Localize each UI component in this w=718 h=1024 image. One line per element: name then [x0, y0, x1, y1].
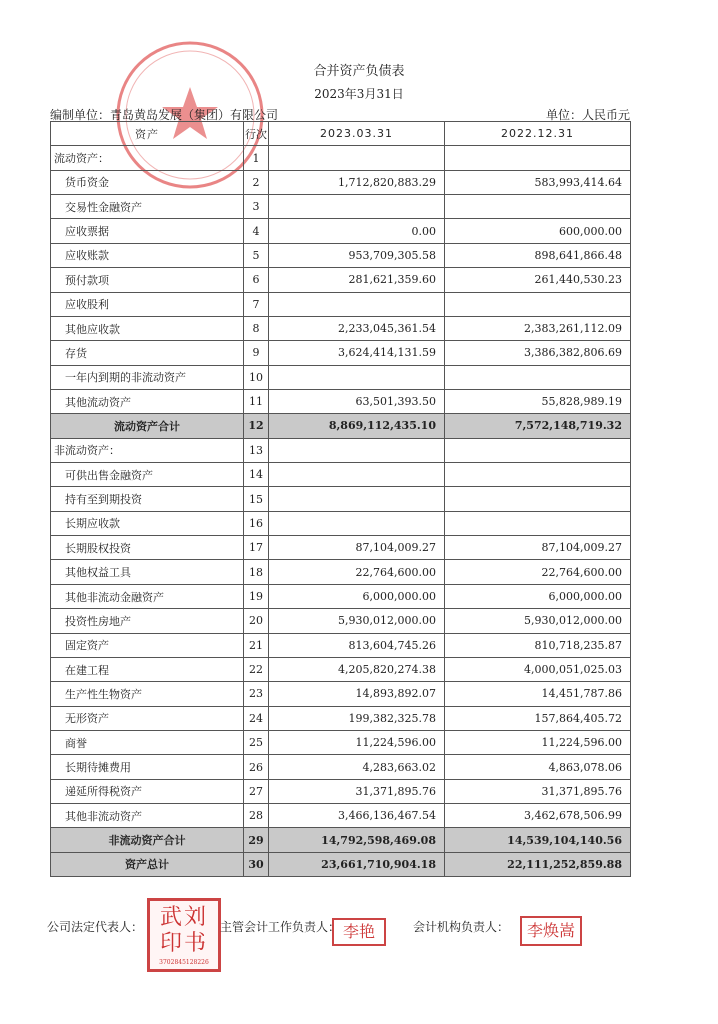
col-header-line: 行次 — [244, 122, 269, 146]
row-value-2022: 7,572,148,719.32 — [445, 414, 631, 438]
row-value-2022: 3,462,678,506.99 — [445, 804, 631, 828]
report-date: 2023年3月31日 — [314, 87, 404, 101]
row-value-2022: 583,993,414.64 — [445, 170, 631, 194]
currency-unit: 单位：人民币元 — [545, 108, 630, 122]
row-value-2023: 63,501,393.50 — [269, 389, 445, 413]
col-header-item: 资产 — [51, 122, 244, 146]
row-label: 应收账款 — [51, 243, 244, 267]
row-line-number: 7 — [244, 292, 269, 316]
row-value-2023: 31,371,895.76 — [269, 779, 445, 803]
row-label: 固定资产 — [51, 633, 244, 657]
row-label: 预付款项 — [51, 268, 244, 292]
table-row — [51, 195, 631, 219]
table-header-row — [51, 122, 631, 146]
row-line-number: 8 — [244, 316, 269, 340]
row-label: 存货 — [51, 341, 244, 365]
row-value-2022: 810,718,235.87 — [445, 633, 631, 657]
table-row — [51, 536, 631, 560]
row-value-2022: 11,224,596.00 — [445, 730, 631, 754]
col-header-2023: 2023.03.31 — [269, 122, 445, 146]
row-value-2023: 4,205,820,274.38 — [269, 657, 445, 681]
row-value-2022: 4,863,078.06 — [445, 755, 631, 779]
row-value-2022 — [445, 292, 631, 316]
row-line-number: 22 — [244, 657, 269, 681]
table-row — [51, 219, 631, 243]
row-line-number: 29 — [244, 828, 269, 852]
row-label: 其他非流动金融资产 — [51, 584, 244, 608]
row-value-2023: 199,382,325.78 — [269, 706, 445, 730]
row-value-2022: 898,641,866.48 — [445, 243, 631, 267]
row-value-2023: 2,233,045,361.54 — [269, 316, 445, 340]
row-line-number: 20 — [244, 609, 269, 633]
row-value-2023: 281,621,359.60 — [269, 268, 445, 292]
row-line-number: 15 — [244, 487, 269, 511]
table-row — [51, 706, 631, 730]
row-label: 一年内到期的非流动资产 — [51, 365, 244, 389]
row-line-number: 21 — [244, 633, 269, 657]
table-row — [51, 633, 631, 657]
row-label: 其他权益工具 — [51, 560, 244, 584]
table-row — [51, 170, 631, 194]
row-label: 可供出售金融资产 — [51, 463, 244, 487]
row-label: 长期股权投资 — [51, 536, 244, 560]
table-row — [51, 268, 631, 292]
row-value-2023: 953,709,305.58 — [269, 243, 445, 267]
table-row — [51, 292, 631, 316]
table-row — [51, 609, 631, 633]
row-value-2022: 87,104,009.27 — [445, 536, 631, 560]
row-value-2022 — [445, 463, 631, 487]
row-value-2022: 5,930,012,000.00 — [445, 609, 631, 633]
row-value-2023: 6,000,000.00 — [269, 584, 445, 608]
row-value-2022: 22,764,600.00 — [445, 560, 631, 584]
row-line-number: 28 — [244, 804, 269, 828]
row-line-number: 27 — [244, 779, 269, 803]
row-value-2022: 3,386,382,806.69 — [445, 341, 631, 365]
table-row — [51, 657, 631, 681]
table-row — [51, 316, 631, 340]
table-row — [51, 682, 631, 706]
row-value-2023 — [269, 487, 445, 511]
section-row — [51, 438, 631, 462]
row-label: 生产性生物资产 — [51, 682, 244, 706]
row-line-number: 10 — [244, 365, 269, 389]
row-label: 应收股利 — [51, 292, 244, 316]
row-label: 货币资金 — [51, 170, 244, 194]
row-value-2022: 2,383,261,112.09 — [445, 316, 631, 340]
row-label: 其他应收款 — [51, 316, 244, 340]
row-label: 无形资产 — [51, 706, 244, 730]
row-value-2023: 0.00 — [269, 219, 445, 243]
row-line-number: 14 — [244, 463, 269, 487]
row-value-2023: 1,712,820,883.29 — [269, 170, 445, 194]
row-value-2023: 87,104,009.27 — [269, 536, 445, 560]
table-body — [51, 146, 631, 877]
row-line-number: 13 — [244, 438, 269, 462]
row-line-number: 5 — [244, 243, 269, 267]
table-row — [51, 341, 631, 365]
row-label: 流动资产： — [51, 146, 244, 170]
row-value-2023: 4,283,663.02 — [269, 755, 445, 779]
row-line-number: 16 — [244, 511, 269, 535]
row-value-2023 — [269, 292, 445, 316]
row-value-2022 — [445, 487, 631, 511]
total-row — [51, 828, 631, 852]
row-value-2022: 55,828,989.19 — [445, 389, 631, 413]
row-value-2022: 157,864,405.72 — [445, 706, 631, 730]
table-row — [51, 755, 631, 779]
row-value-2022 — [445, 195, 631, 219]
row-value-2022 — [445, 511, 631, 535]
row-label: 其他流动资产 — [51, 389, 244, 413]
table-row — [51, 511, 631, 535]
row-line-number: 18 — [244, 560, 269, 584]
row-line-number: 11 — [244, 389, 269, 413]
total-row — [51, 852, 631, 876]
row-line-number: 17 — [244, 536, 269, 560]
row-label: 在建工程 — [51, 657, 244, 681]
legal-rep-seal-number: 3702845128226 — [159, 959, 209, 966]
acct-dept-label: 会计机构负责人： — [413, 920, 510, 934]
row-line-number: 30 — [244, 852, 269, 876]
acct-head-stamp: 李艳 — [332, 918, 386, 946]
row-label: 应收票据 — [51, 219, 244, 243]
row-value-2022: 31,371,895.76 — [445, 779, 631, 803]
preparing-entity: 编制单位：青岛黄岛发展（集团）有限公司 — [50, 108, 279, 122]
row-label: 资产总计 — [51, 852, 244, 876]
row-line-number: 24 — [244, 706, 269, 730]
row-line-number: 2 — [244, 170, 269, 194]
table-row — [51, 365, 631, 389]
row-value-2023: 14,792,598,469.08 — [269, 828, 445, 852]
acct-head-label: 主管会计工作负责人： — [220, 920, 341, 934]
row-label: 交易性金融资产 — [51, 195, 244, 219]
row-label: 流动资产合计 — [51, 414, 244, 438]
row-label: 长期待摊费用 — [51, 755, 244, 779]
table-row — [51, 584, 631, 608]
row-value-2023: 3,466,136,467.54 — [269, 804, 445, 828]
row-value-2023 — [269, 146, 445, 170]
row-line-number: 12 — [244, 414, 269, 438]
row-label: 非流动资产合计 — [51, 828, 244, 852]
table-row — [51, 560, 631, 584]
row-value-2023 — [269, 511, 445, 535]
row-value-2023: 8,869,112,435.10 — [269, 414, 445, 438]
row-line-number: 3 — [244, 195, 269, 219]
table-row — [51, 804, 631, 828]
row-value-2023 — [269, 463, 445, 487]
row-value-2023 — [269, 195, 445, 219]
row-value-2022 — [445, 438, 631, 462]
report-title: 合并资产负债表 — [313, 64, 405, 79]
row-label: 长期应收款 — [51, 511, 244, 535]
row-label: 持有至到期投资 — [51, 487, 244, 511]
row-value-2022 — [445, 365, 631, 389]
row-line-number: 19 — [244, 584, 269, 608]
row-value-2023: 5,930,012,000.00 — [269, 609, 445, 633]
row-value-2022: 14,451,787.86 — [445, 682, 631, 706]
legal-rep-seal — [147, 898, 221, 972]
table-row — [51, 389, 631, 413]
table-row — [51, 779, 631, 803]
row-value-2022: 600,000.00 — [445, 219, 631, 243]
row-line-number: 25 — [244, 730, 269, 754]
row-value-2023: 23,661,710,904.18 — [269, 852, 445, 876]
row-line-number: 1 — [244, 146, 269, 170]
row-value-2022: 4,000,051,025.03 — [445, 657, 631, 681]
row-value-2022: 22,111,252,859.88 — [445, 852, 631, 876]
legal-rep-label: 公司法定代表人： — [47, 920, 144, 934]
row-line-number: 4 — [244, 219, 269, 243]
row-value-2022: 6,000,000.00 — [445, 584, 631, 608]
table-row — [51, 487, 631, 511]
row-value-2023: 11,224,596.00 — [269, 730, 445, 754]
row-line-number: 26 — [244, 755, 269, 779]
total-row — [51, 414, 631, 438]
row-line-number: 9 — [244, 341, 269, 365]
row-label: 递延所得税资产 — [51, 779, 244, 803]
row-value-2023 — [269, 365, 445, 389]
table-row — [51, 463, 631, 487]
row-label: 其他非流动资产 — [51, 804, 244, 828]
row-line-number: 6 — [244, 268, 269, 292]
row-value-2023: 22,764,600.00 — [269, 560, 445, 584]
legal-rep-seal-text: 武刘印书 — [159, 905, 208, 956]
row-line-number: 23 — [244, 682, 269, 706]
row-value-2023: 813,604,745.26 — [269, 633, 445, 657]
table-row — [51, 730, 631, 754]
row-value-2023 — [269, 438, 445, 462]
row-value-2023: 14,893,892.07 — [269, 682, 445, 706]
acct-dept-stamp: 李焕嵩 — [520, 916, 582, 946]
row-label: 非流动资产： — [51, 438, 244, 462]
row-label: 商誉 — [51, 730, 244, 754]
row-value-2023: 3,624,414,131.59 — [269, 341, 445, 365]
row-value-2022: 14,539,104,140.56 — [445, 828, 631, 852]
section-row — [51, 146, 631, 170]
row-value-2022: 261,440,530.23 — [445, 268, 631, 292]
row-value-2022 — [445, 146, 631, 170]
row-label: 投资性房地产 — [51, 609, 244, 633]
col-header-2022: 2022.12.31 — [445, 122, 631, 146]
table-row — [51, 243, 631, 267]
balance-sheet-table — [50, 121, 631, 877]
